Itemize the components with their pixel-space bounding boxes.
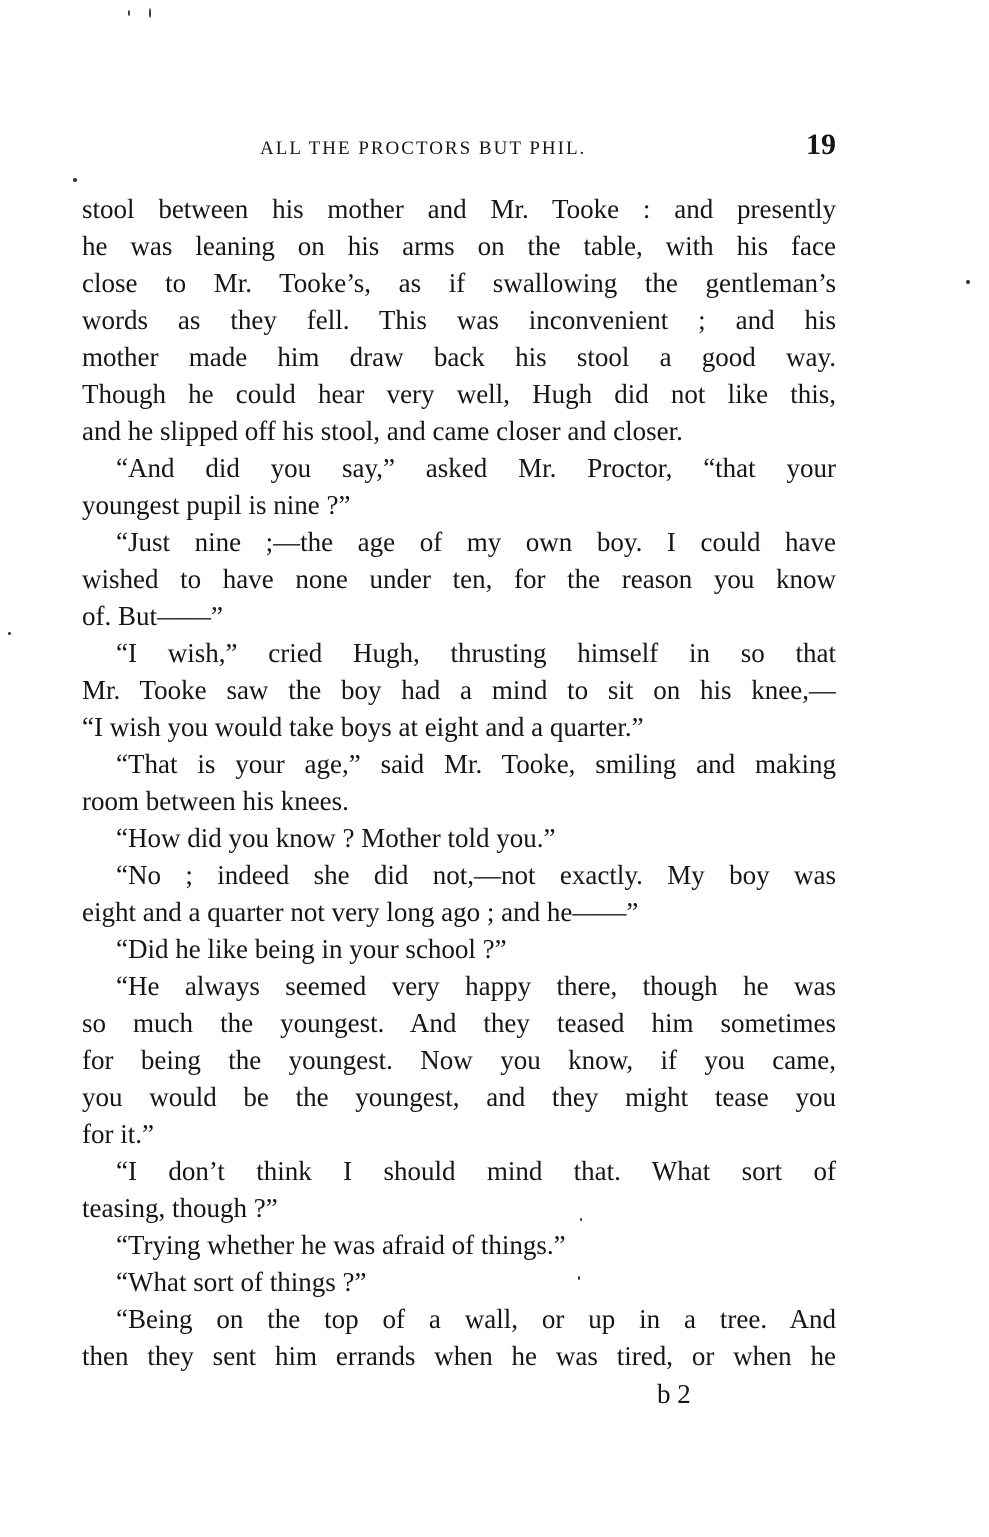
print-speck xyxy=(149,8,151,18)
text-line: words as they fell. This was inconvenient ; and his xyxy=(82,305,836,335)
text-line: then they sent him errands when he was tired, or when he xyxy=(82,1341,836,1371)
text-line: “And did you say,” asked Mr. Proctor, “that your xyxy=(116,453,836,483)
running-head xyxy=(82,128,836,168)
text-line: “Being on the top of a wall, or up in a tree. And xyxy=(116,1304,836,1334)
text-line: mother made him draw back his stool a good way. xyxy=(82,342,836,372)
print-speck xyxy=(8,632,11,635)
body-text xyxy=(82,191,836,1375)
text-line: so much the youngest. And they teased him sometimes xyxy=(82,1008,836,1038)
print-speck xyxy=(73,178,77,182)
text-line: Mr. Tooke saw the boy had a mind to sit on his knee,— xyxy=(82,675,836,705)
text-line: “What sort of things ?” xyxy=(116,1267,367,1297)
text-line: “Trying whether he was afraid of things.” xyxy=(116,1230,566,1260)
text-line: “No ; indeed she did not,—not exactly. My boy was xyxy=(116,860,836,890)
text-line: wished to have none under ten, for the reason you know xyxy=(82,564,836,594)
text-line: “He always seemed very happy there, though he was xyxy=(116,971,836,1001)
text-line: room between his knees. xyxy=(82,786,349,816)
text-line: eight and a quarter not very long ago ; and he——” xyxy=(82,897,639,927)
print-speck xyxy=(128,10,130,16)
text-line: “Did he like being in your school ?” xyxy=(116,934,507,964)
text-line: and he slipped off his stool, and came closer and closer. xyxy=(82,416,683,446)
signature-mark: b 2 xyxy=(657,1379,691,1409)
print-speck xyxy=(580,1218,582,1221)
text-line: of. But——” xyxy=(82,601,223,631)
text-line: stool between his mother and Mr. Tooke : and presently xyxy=(82,194,836,224)
text-line: “How did you know ? Mother told you.” xyxy=(116,823,556,853)
text-line: “I don’t think I should mind that. What sort of xyxy=(116,1156,836,1186)
text-line: teasing, though ?” xyxy=(82,1193,278,1223)
text-line: for being the youngest. Now you know, if you came, xyxy=(82,1045,836,1075)
text-line: “That is your age,” said Mr. Tooke, smiling and making xyxy=(116,749,836,779)
text-line: he was leaning on his arms on the table, with his face xyxy=(82,231,836,261)
text-line: “I wish you would take boys at eight and a quarter.” xyxy=(82,712,644,742)
text-line: “I wish,” cried Hugh, thrusting himself in so that xyxy=(116,638,836,668)
page-number: 19 xyxy=(806,128,836,161)
text-line: youngest pupil is nine ?” xyxy=(82,490,351,520)
print-speck xyxy=(578,1276,580,1280)
print-speck xyxy=(966,280,970,284)
text-line: “Just nine ;—the age of my own boy. I could have xyxy=(116,527,836,557)
text-line: you would be the youngest, and they might tease you xyxy=(82,1082,836,1112)
text-line: Though he could hear very well, Hugh did not like this, xyxy=(82,379,836,409)
running-title: ALL THE PROCTORS BUT PHIL. xyxy=(260,138,587,159)
text-line: close to Mr. Tooke’s, as if swallowing the gentleman’s xyxy=(82,268,836,298)
text-line: for it.” xyxy=(82,1119,154,1149)
